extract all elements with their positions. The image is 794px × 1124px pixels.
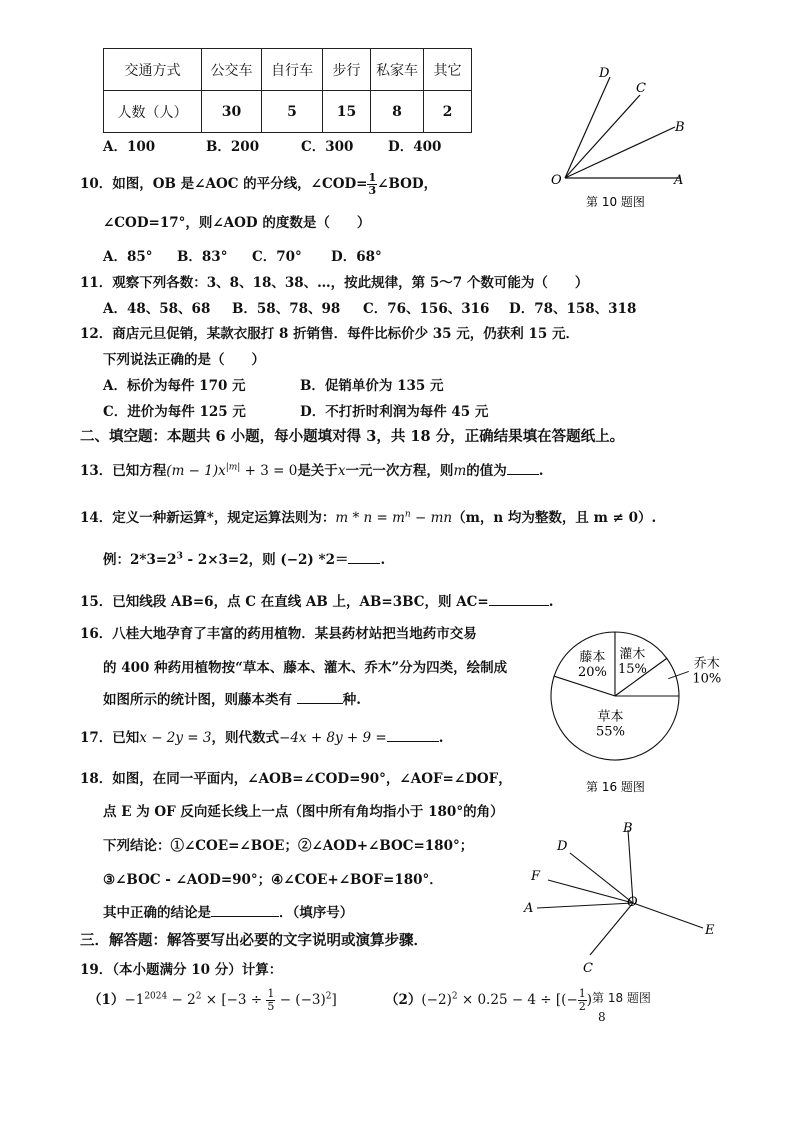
q11-option-c: C．76、156、316 <box>363 301 490 317</box>
pie-slice-value-label: 55% <box>596 724 625 740</box>
q12-option-b: B．促销单价为 135 元 <box>300 378 444 394</box>
q15-text <box>80 590 553 610</box>
q18-line5 <box>103 901 353 921</box>
q14-example: - 2×3=2，则 (−2) *2＝ <box>182 552 349 568</box>
table-cell: 5 <box>262 91 323 133</box>
expr: −1 <box>124 992 145 1008</box>
pie-slice-value-label: 20% <box>577 664 607 680</box>
q12-option-a: A．标价为每件 170 元 <box>103 378 246 394</box>
pie-slice-label: 藤本 <box>579 649 606 665</box>
answer-blank[interactable] <box>489 593 549 606</box>
label-o: O <box>627 895 638 910</box>
answer-blank[interactable] <box>507 462 539 475</box>
label-b: B <box>623 821 633 836</box>
expr: − (−3) <box>275 992 326 1008</box>
ray-oc <box>590 903 633 955</box>
q16-text: 种. <box>342 692 361 708</box>
exponent: 3 <box>176 551 183 562</box>
exponent: n <box>404 509 411 520</box>
q14-text: （m，n 均为整数，且 m ≠ 0）. <box>452 510 657 526</box>
numerator: 1 <box>368 171 377 184</box>
q18-text: 其中正确的结论是 <box>103 905 211 921</box>
q13-text-part: 一元一次方程，则 <box>345 463 454 479</box>
q12-line1: 12．商店元旦促销，某款衣服打 8 折销售．每件比标价少 35 元，仍获利 15 元． <box>80 326 579 342</box>
table-header-cell: 私家车 <box>371 49 424 91</box>
label-e: E <box>705 923 715 938</box>
table-cell: 15 <box>323 91 371 133</box>
variable: x <box>337 463 346 479</box>
exponent: 2 <box>451 991 458 1002</box>
numerator: 1 <box>578 987 586 1000</box>
formula: − mn <box>410 510 453 526</box>
figure-10-caption: 第 10 题图 <box>586 195 645 209</box>
exponent: 2 <box>325 991 332 1002</box>
label-c: C <box>583 961 593 976</box>
q14-example: . <box>380 552 386 568</box>
ray-ob <box>628 830 633 903</box>
pie-slice-label: 灌木 <box>619 646 646 662</box>
part-label: （2） <box>385 992 422 1008</box>
q16-line3 <box>103 688 361 708</box>
q13-text-part: 的值为 <box>466 463 507 479</box>
fraction <box>578 988 587 1013</box>
part-label: （1） <box>88 992 125 1008</box>
ray-ob <box>565 127 675 178</box>
expr: − 2 <box>167 992 196 1008</box>
q17-text-part: ，则代数式 <box>211 730 280 746</box>
denominator: 5 <box>267 1000 275 1013</box>
q10-line2: ∠COD=17°，则∠AOD 的度数是（ ） <box>103 215 371 231</box>
label-a: A <box>674 173 684 188</box>
q11-option-b: B．58、78、98 <box>232 301 341 317</box>
q9-option-a: A．100 <box>103 139 156 155</box>
label-o: O <box>551 173 562 188</box>
q17-text-part: 17．已知 <box>80 730 140 746</box>
q17-text <box>80 726 443 746</box>
table-header-cell: 交通方式 <box>104 49 202 91</box>
q10-option-b: B．83° <box>177 249 228 265</box>
pie-slice-label: 草本 <box>597 709 624 725</box>
q17-text-part: . <box>438 730 444 746</box>
q12-line2: 下列说法正确的是（ ） <box>103 352 265 368</box>
q19-heading: 19．（本小题满分 10 分）计算： <box>80 962 283 978</box>
label-a: A <box>524 901 534 916</box>
label-c: C <box>636 81 646 96</box>
ray-oc <box>565 95 640 178</box>
label-f: F <box>531 869 541 884</box>
equation: (m − 1)x <box>166 463 226 479</box>
q18-line1: 18．如图，在同一平面内，∠AOB=∠COD=90°，∠AOF=∠DOF， <box>80 771 512 787</box>
q19-part-1 <box>88 988 337 1013</box>
figure-10 <box>540 55 710 215</box>
answer-blank[interactable] <box>348 551 380 564</box>
q13-text-part: 13．已知方程 <box>80 463 167 479</box>
table-cell: 30 <box>202 91 262 133</box>
q13-text <box>80 459 543 479</box>
expr: × [−3 ÷ <box>201 992 267 1008</box>
q9-option-b: B．200 <box>206 139 260 155</box>
table-cell: 2 <box>424 91 472 133</box>
section-2-heading: 二、填空题：本题共 6 小题，每小题填对得 3，共 18 分，正确结果填在答题纸上。 <box>80 428 625 445</box>
q18-line3: 下列结论：①∠COE=∠BOE；②∠AOD+∠BOC=180°； <box>103 838 474 854</box>
q11-option-d: D．78、158、318 <box>509 301 637 317</box>
table-header-cell: 其它 <box>424 49 472 91</box>
answer-blank[interactable] <box>297 691 343 704</box>
numerator: 1 <box>267 987 275 1000</box>
q14-example: 例：2*3=2 <box>103 552 177 568</box>
q14-line1 <box>80 506 656 526</box>
ray-od <box>565 77 610 178</box>
q10-line1 <box>80 172 437 197</box>
figure-16-caption: 第 16 题图 <box>586 780 645 794</box>
table-header-cell: 自行车 <box>262 49 323 91</box>
pie-slice-value-label: 15% <box>617 661 647 677</box>
q12-option-d: D．不打折时利润为每件 45 元 <box>300 404 489 420</box>
variable: m <box>453 463 467 479</box>
q11-option-a: A．48、58、68 <box>103 301 211 317</box>
q14-text: 14．定义一种新运算*，规定运算法则为： <box>80 510 336 526</box>
exponent: 2 <box>195 991 202 1002</box>
q10-text: ∠BOD， <box>377 176 438 192</box>
pie-slice-label: 乔木 <box>693 656 720 672</box>
q10-option-c: C．70° <box>252 249 302 265</box>
q18-text: ．（填序号） <box>279 905 354 921</box>
table-cell: 8 <box>371 91 424 133</box>
answer-blank[interactable] <box>211 904 279 917</box>
q13-text-part: 是关于 <box>297 463 338 479</box>
q19-part-2 <box>385 988 592 1013</box>
q15-text-part: . <box>548 594 554 610</box>
expr: × 0.25 − 4 ÷ [(− <box>457 992 578 1008</box>
ray-od <box>570 853 633 903</box>
figure-18-caption: 第 18 题图 <box>592 991 651 1005</box>
table-header-cell: 步行 <box>323 49 371 91</box>
q18-line4: ③∠BOC - ∠AOD=90°；④∠COE+∠BOF=180°． <box>103 872 443 888</box>
transport-table <box>103 48 472 133</box>
equation: x − 2y = 3 <box>139 730 212 746</box>
equation: + 3 = 0 <box>240 463 298 479</box>
q12-option-c: C．进价为每件 125 元 <box>103 404 246 420</box>
equation: −4x + 8y + 9 = <box>279 730 387 746</box>
q19-trailing-digit: 8 <box>598 1010 606 1024</box>
label-d: D <box>599 66 610 81</box>
exponent: |m| <box>225 462 241 473</box>
q10-option-a: A．85° <box>103 249 153 265</box>
q10-text: 10．如图，OB 是∠AOC 的平分线，∠COD= <box>80 176 368 192</box>
q13-text-part: . <box>538 463 544 479</box>
ray-oa <box>537 903 633 908</box>
q16-line1: 16．八桂大地孕育了丰富的药用植物．某县药材站把当地药市交易 <box>80 626 477 642</box>
formula: m * n = m <box>335 510 405 526</box>
table-cell: 人数（人） <box>104 91 202 133</box>
section-3-heading: 三．解答题：解答要写出必要的文字说明或演算步骤． <box>80 932 428 949</box>
label-b: B <box>675 120 685 135</box>
q16-line2: 的 400 种药用植物按“草本、藤本、灌木、乔木”分为四类，绘制成 <box>103 660 508 676</box>
q16-text: 如图所示的统计图，则藤本类有 <box>103 692 292 708</box>
table-header-cell: 公交车 <box>202 49 262 91</box>
pie-slice-value-label: 10% <box>692 671 722 687</box>
denominator: 3 <box>368 184 377 197</box>
ray-oe <box>633 903 703 928</box>
q9-option-c: C．300 <box>301 139 354 155</box>
fraction <box>367 172 377 197</box>
q10-option-d: D．68° <box>331 249 382 265</box>
denominator: 2 <box>578 1000 586 1013</box>
expr: (−2) <box>421 992 452 1008</box>
figure-18 <box>515 815 725 1015</box>
label-d: D <box>557 839 568 854</box>
pie-chart <box>545 628 745 800</box>
answer-blank[interactable] <box>387 729 439 742</box>
q15-text-part: 15．已知线段 AB=6，点 C 在直线 AB 上，AB=3BC，则 AC= <box>80 594 489 610</box>
q14-line2 <box>103 548 385 568</box>
expr: ) <box>586 992 593 1008</box>
ray-of <box>548 880 633 903</box>
q11-text: 11．观察下列各数：3、8、18、38、…，按此规律，第 5～7 个数可能为（ ） <box>80 275 589 291</box>
exponent: 2024 <box>144 991 168 1002</box>
q18-line2: 点 E 为 OF 反向延长线上一点（图中所有角均指小于 180°的角） <box>103 804 504 820</box>
expr: ] <box>331 992 337 1008</box>
q9-option-d: D．400 <box>388 139 442 155</box>
